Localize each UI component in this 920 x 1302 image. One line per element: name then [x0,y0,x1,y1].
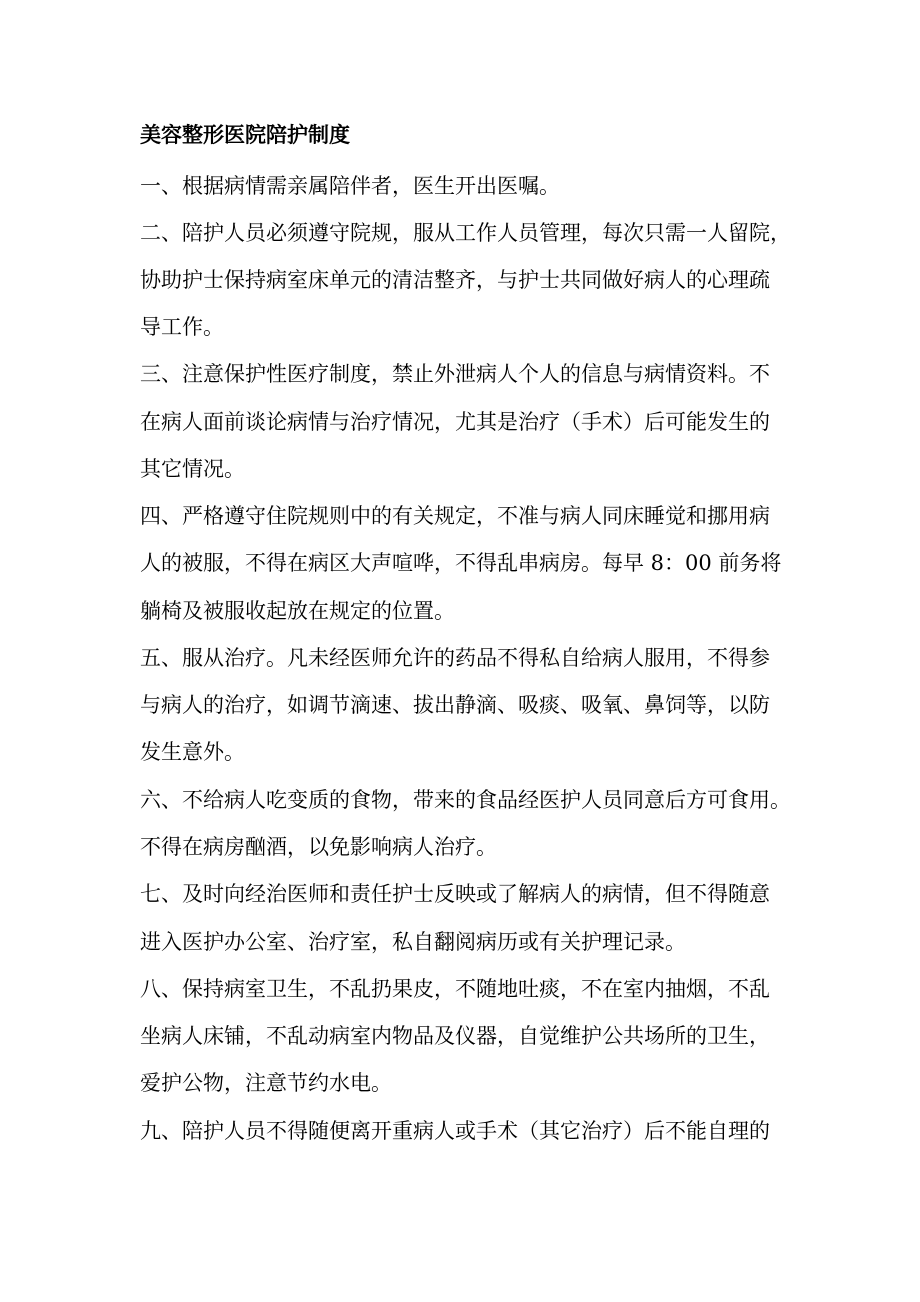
text-line: 人的被服，不得在病区大声喧哗，不得乱串病房。每早 8：00 前务将 [140,551,782,575]
text-line: 不得在病房酗酒，以免影响病人治疗。 [140,835,497,859]
text-line: 在病人面前谈论病情与治疗情况，尤其是治疗（手术）后可能发生的 [140,410,770,434]
text-line: 坐病人床铺，不乱动病室内物品及仪器，自觉维护公共场所的卫生， [140,1024,770,1048]
text-line: 爱护公物，注意节约水电。 [140,1071,392,1095]
text-line: 其它情况。 [140,457,245,481]
text-line: 一、根据病情需亲属陪伴者，医生开出医嘱。 [140,174,560,198]
text-line: 七、及时向经治医师和责任护士反映或了解病人的病情，但不得随意 [140,882,770,906]
text-line: 三、注意保护性医疗制度，禁止外泄病人个人的信息与病情资料。不 [140,362,770,386]
text-line: 导工作。 [140,315,224,339]
text-line: 与病人的治疗，如调节滴速、拔出静滴、吸痰、吸氧、鼻饲等，以防 [140,693,770,717]
text-line: 二、陪护人员必须遵守院规，服从工作人员管理，每次只需一人留院， [140,221,791,245]
text-line: 发生意外。 [140,740,245,764]
text-line: 四、严格遵守住院规则中的有关规定，不准与病人同床睡觉和挪用病 [140,504,770,528]
text-line: 躺椅及被服收起放在规定的位置。 [140,599,455,623]
text-line: 八、保持病室卫生，不乱扔果皮，不随地吐痰，不在室内抽烟，不乱 [140,977,770,1001]
text-line: 九、陪护人员不得随便离开重病人或手术（其它治疗）后不能自理的 [140,1119,770,1143]
document-title: 美容整形医院陪护制度 [140,123,350,147]
text-line: 协助护士保持病室床单元的清洁整齐，与护士共同做好病人的心理疏 [140,268,770,292]
text-line: 五、服从治疗。凡未经医师允许的药品不得私自给病人服用，不得参 [140,646,770,670]
text-line: 六、不给病人吃变质的食物，带来的食品经医护人员同意后方可食用。 [140,788,791,812]
text-line: 进入医护办公室、治疗室，私自翻阅病历或有关护理记录。 [140,930,686,954]
